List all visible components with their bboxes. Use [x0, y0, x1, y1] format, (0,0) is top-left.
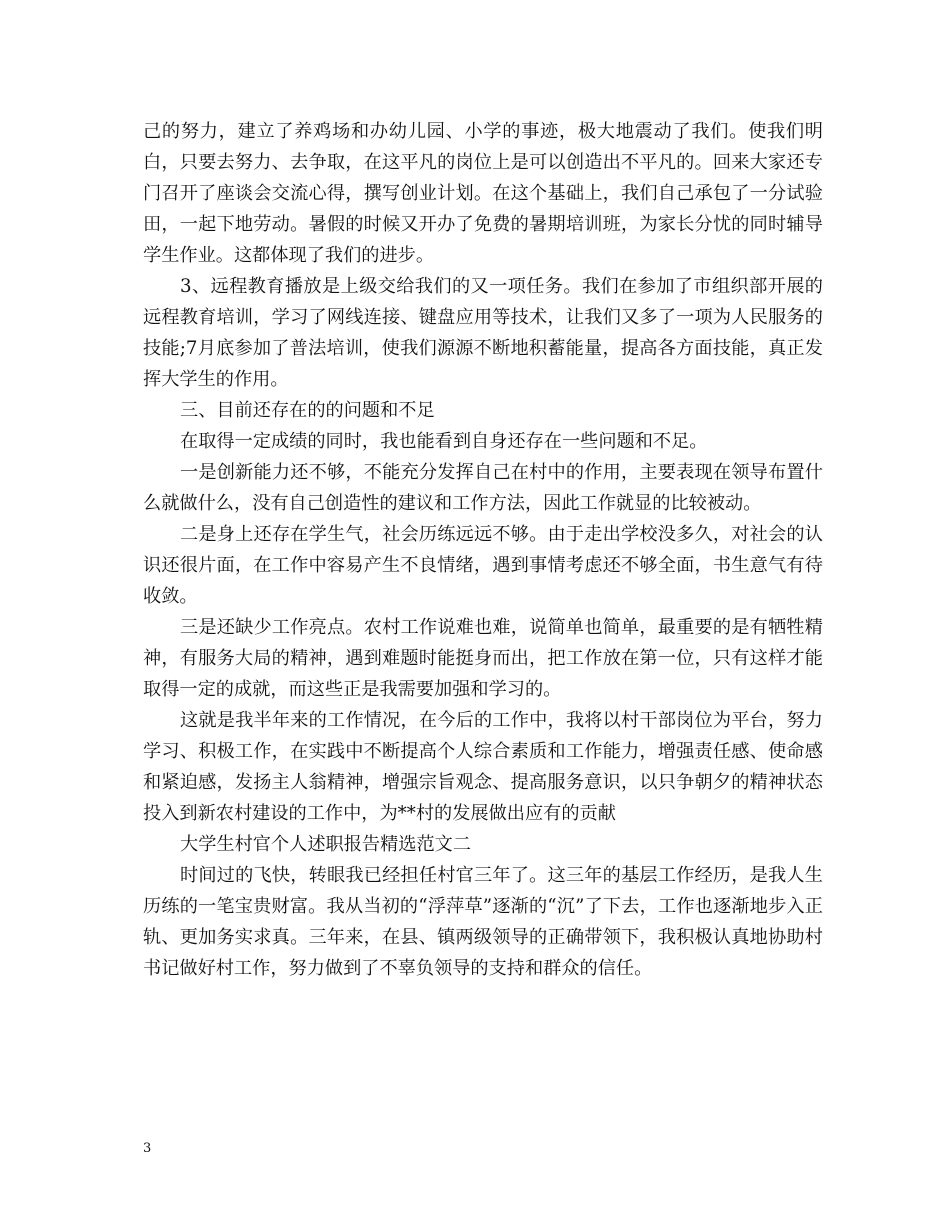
heading-sample-two: 大学生村官个人述职报告精选范文二: [180, 834, 472, 855]
paragraph-problem-one: 一是创新能力还不够，不能充分发挥自己在村中的作用，主要表现在领导布置什么就做什么，没有自己创造性的建议和工作方法，因此工作就显的比较被动。: [143, 462, 823, 514]
paragraph-continuation: 己的努力，建立了养鸡场和办幼儿园、小学的事迹，极大地震动了我们。使我们明白，只要去努力、去争取，在这平凡的岗位上是可以创造出不平凡的。回来大家还专门召开了座谈会交流心得，撰写创业计划。在这个基础上，我们自己承包了一分试验田，一起下地劳动。暑假的时候又开办了免费的暑期培训班，为家长分忧的同时辅导学生作业。这都体现了我们的进步。: [143, 121, 823, 266]
paragraph-remote-education: 3、远程教育播放是上级交给我们的又一项任务。我们在参加了市组织部开展的远程教育培训，学习了网线连接、键盘应用等技术，让我们又多了一项为人民服务的技能;7月底参加了普法培训，使我们源源不断地积蓄能量，提高各方面技能，真正发挥大学生的作用。: [143, 276, 823, 390]
paragraph-conclusion: 这就是我半年来的工作情况，在今后的工作中，我将以村干部岗位为平台，努力学习、积极工作，在实践中不断提高个人综合素质和工作能力，增强责任感、使命感和紧迫感，发扬主人翁精神，增强宗旨观念、提高服务意识，以只争朝夕的精神状态投入到新农村建设的工作中，为**村的发展做出应有的贡献: [143, 710, 823, 824]
paragraph-sample-two-intro: 时间过的飞快，转眼我已经担任村官三年了。这三年的基层工作经历，是我人生历练的一笔宝贵财富。我从当初的“浮萍草”逐渐的“沉”了下去，工作也逐渐地步入正轨、更加务实求真。三年来，在县、镇两级领导的正确带领下，我积极认真地协助村书记做好村工作，努力做到了不辜负领导的支持和群众的信任。: [143, 865, 823, 979]
page-number: 3: [143, 1141, 152, 1156]
paragraph-problem-two: 二是身上还存在学生气，社会历练远远不够。由于走出学校没多久，对社会的认识还很片面，在工作中容易产生不良情绪，遇到事情考虑还不够全面，书生意气有待收敛。: [143, 524, 823, 607]
document-body: [143, 116, 823, 984]
paragraph-problem-three: 三是还缺少工作亮点。农村工作说难也难，说简单也简单，最重要的是有牺牲精神，有服务大局的精神，遇到难题时能挺身而出，把工作放在第一位，只有这样才能取得一定的成就，而这些正是我需要加强和学习的。: [143, 617, 823, 700]
paragraph-problems-intro: 在取得一定成绩的同时，我也能看到自身还存在一些问题和不足。: [180, 431, 708, 452]
section-heading-problems: 三、目前还存在的的问题和不足: [180, 400, 435, 421]
